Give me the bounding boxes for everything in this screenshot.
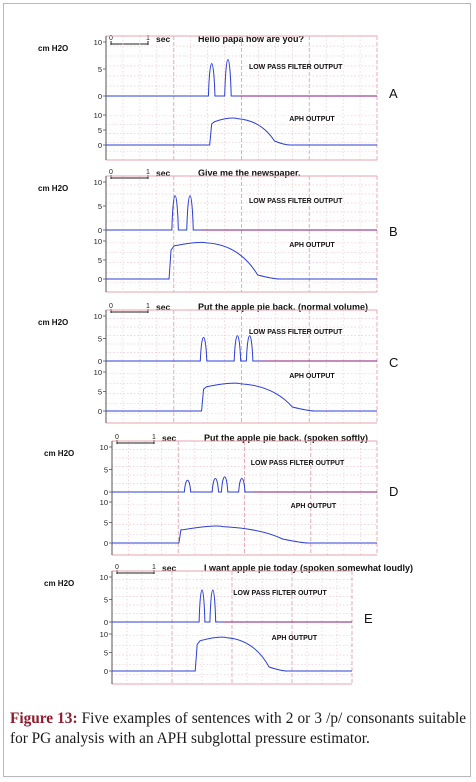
- panel-letter: E: [364, 611, 373, 626]
- top-tick-label: 0: [103, 618, 108, 627]
- low-pass-filter-label: LOW PASS FILTER OUTPUT: [248, 329, 343, 336]
- bottom-tick-label: 5: [103, 518, 108, 528]
- sentence-title: I want apple pie today (spoken somewhat loudly): [204, 563, 414, 573]
- top-tick-label: 5: [103, 465, 108, 475]
- bottom-tick-label: 10: [99, 498, 108, 507]
- bottom-tick-label: 0: [97, 141, 102, 150]
- bottom-tick-label: 5: [97, 126, 102, 135]
- low-pass-filter-label: LOW PASS FILTER OUTPUT: [248, 64, 343, 71]
- timescale-start-label: 0: [115, 434, 119, 441]
- aph-output-label: APH OUTPUT: [271, 635, 318, 642]
- top-tick-label: 10: [93, 312, 102, 321]
- top-tick-label: 10: [93, 38, 102, 47]
- bottom-tick-label: 5: [97, 256, 102, 265]
- caption-text: Five examples of sentences with 2 or 3 /p/ consonants suitable for PG analysis with an APH subglottal pressure estimator.: [10, 710, 466, 747]
- panel-letter: D: [389, 484, 399, 499]
- timescale-start-label: 0: [109, 169, 113, 176]
- timescale-unit-label: sec: [156, 168, 171, 178]
- top-tick-label: 10: [99, 573, 108, 582]
- unit-label: cm H2O: [44, 449, 75, 458]
- sentence-title: Put the apple pie back. (normal volume): [198, 302, 369, 312]
- top-tick-label: 5: [103, 595, 108, 605]
- aph-output-label: APH OUTPUT: [289, 373, 335, 380]
- top-tick-label: 10: [93, 178, 102, 187]
- top-tick-label: 10: [99, 443, 108, 452]
- timescale-start-label: 0: [109, 35, 113, 42]
- bottom-tick-label: 10: [93, 237, 102, 246]
- timescale-end-label: 1: [146, 169, 150, 176]
- bottom-tick-label: 0: [97, 407, 102, 416]
- timescale-start-label: 0: [115, 564, 119, 571]
- low-pass-filter-label: LOW PASS FILTER OUTPUT: [248, 198, 343, 205]
- sentence-title: Give me the newspaper.: [198, 168, 301, 178]
- bottom-tick-label: 0: [103, 539, 108, 548]
- bottom-tick-label: 10: [93, 111, 102, 120]
- panel-letter: B: [389, 224, 398, 239]
- top-tick-label: 5: [97, 334, 102, 344]
- bottom-tick-label: 0: [97, 275, 102, 284]
- timescale-unit-label: sec: [162, 563, 177, 573]
- sentence-title: Hello papa how are you?: [198, 34, 305, 44]
- low-pass-filter-label: LOW PASS FILTER OUTPUT: [250, 460, 345, 467]
- timescale-end-label: 1: [152, 434, 156, 441]
- bottom-tick-label: 10: [99, 630, 108, 639]
- unit-label: cm H2O: [44, 579, 75, 588]
- bottom-tick-label: 0: [103, 667, 108, 676]
- timescale-start-label: 0: [109, 303, 113, 310]
- aph-output-label: APH OUTPUT: [289, 116, 335, 123]
- timescale-end-label: 1: [146, 303, 150, 310]
- bottom-tick-label: 5: [97, 387, 102, 397]
- timescale-unit-label: sec: [156, 302, 171, 312]
- top-tick-label: 5: [97, 202, 102, 211]
- caption-label: Figure 13:: [10, 710, 78, 727]
- timescale-end-label: 1: [152, 564, 156, 571]
- top-tick-label: 0: [97, 92, 102, 101]
- bottom-tick-label: 10: [93, 368, 102, 377]
- top-tick-label: 0: [103, 488, 108, 497]
- timescale-unit-label: sec: [162, 433, 177, 443]
- top-tick-label: 0: [97, 226, 102, 235]
- top-tick-label: 0: [97, 357, 102, 366]
- panel-letter: A: [389, 86, 398, 101]
- unit-label: cm H2O: [38, 44, 69, 53]
- figure-caption: [10, 709, 466, 749]
- top-tick-label: 5: [97, 65, 102, 74]
- low-pass-filter-label: LOW PASS FILTER OUTPUT: [233, 590, 327, 597]
- bottom-tick-label: 5: [103, 648, 108, 658]
- timescale-end-label: 1: [146, 35, 150, 42]
- unit-label: cm H2O: [38, 184, 69, 193]
- aph-trace: [112, 637, 352, 671]
- sentence-title: Put the apple pie back. (spoken softly): [204, 433, 369, 443]
- unit-label: cm H2O: [38, 318, 69, 327]
- timescale-unit-label: sec: [156, 34, 171, 44]
- panel-letter: C: [389, 355, 399, 370]
- aph-output-label: APH OUTPUT: [289, 242, 335, 249]
- aph-output-label: APH OUTPUT: [290, 503, 337, 510]
